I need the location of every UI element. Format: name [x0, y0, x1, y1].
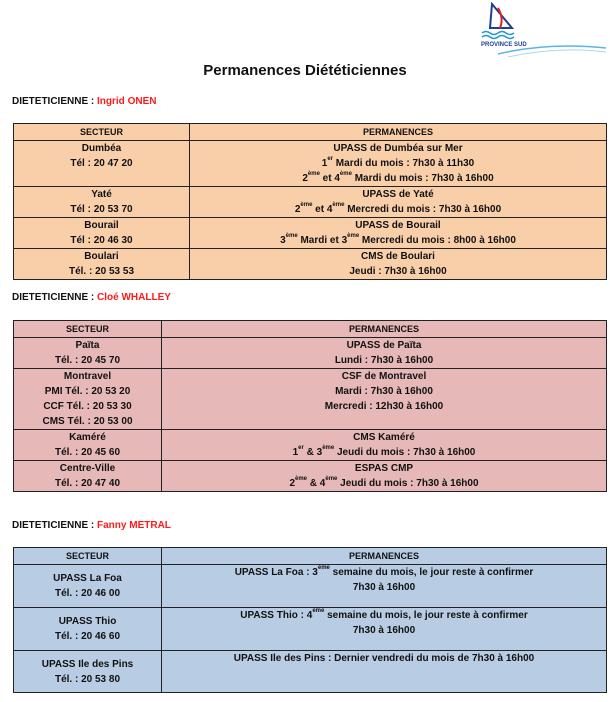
table-row — [14, 338, 607, 369]
text-segment: 1 — [321, 158, 328, 169]
secteur-line: Tél : 20 53 70 — [70, 204, 133, 215]
header-permanences: PERMANENCES — [162, 548, 607, 565]
text-segment: Mardi : 7h30 à 16h00 — [335, 386, 433, 397]
text-segment: et 4 — [312, 204, 333, 215]
text-segment: 7h30 à 16h00 — [352, 625, 416, 636]
secteur-cell — [14, 369, 162, 430]
secteur-line: Kaméré — [69, 432, 106, 443]
text-segment: 7h30 à 16h00 — [352, 582, 416, 593]
secteur-line: Tél. : 20 47 40 — [54, 478, 121, 489]
secteur-line: UPASS Thio — [58, 616, 117, 627]
dieteticienne-label: DIETETICIENNE : — [12, 520, 98, 531]
secteur-cell — [14, 249, 190, 280]
text-segment: et 4 — [319, 173, 340, 184]
text-segment: Mardi du mois : 7h30 à 11h30 — [333, 158, 475, 169]
header-permanences: PERMANENCES — [162, 321, 607, 338]
table-row — [14, 651, 607, 693]
permanence-line — [162, 338, 606, 353]
secteur-line: Boulari — [84, 251, 119, 262]
dieteticienne-heading — [12, 520, 171, 531]
superscript: ème — [300, 202, 313, 208]
dieteticienne-name: Ingrid ONEN — [97, 96, 157, 107]
secteur-line: Montravel — [63, 371, 112, 382]
text-segment: 2 — [294, 204, 301, 215]
table-row — [14, 218, 607, 249]
table-header-row — [14, 124, 607, 141]
dieteticienne-heading — [12, 96, 156, 107]
secteur-line: PMI Tél. : 20 53 20 — [44, 386, 131, 397]
secteur-line: CCF Tél. : 20 53 30 — [43, 401, 132, 412]
permanence-line — [190, 187, 606, 202]
table-header-row — [14, 321, 607, 338]
header-permanences: PERMANENCES — [190, 124, 607, 141]
superscript: ème — [312, 608, 325, 614]
dieteticienne-heading — [12, 292, 171, 303]
permanence-line — [162, 476, 606, 491]
text-segment: Mardi et 3 — [297, 235, 348, 246]
text-segment: CSF de Montravel — [341, 371, 427, 382]
secteur-line: Tél. : 20 53 80 — [54, 673, 121, 685]
secteur-line: Bourail — [84, 220, 119, 231]
text-segment: 2 — [289, 478, 295, 489]
text-segment: UPASS Thio : 4 — [240, 610, 313, 621]
text-segment: 3 — [280, 235, 286, 246]
secteur-line: Tél : 20 46 30 — [70, 235, 133, 246]
permanences-cell — [190, 249, 607, 280]
header-secteur: SECTEUR — [14, 548, 162, 565]
text-segment: CMS Kaméré — [353, 432, 415, 443]
secteur-line: UPASS La Foa — [53, 573, 122, 584]
text-segment: & 3 — [303, 447, 323, 458]
superscript: ème — [332, 202, 345, 208]
permanences-cell — [162, 430, 607, 461]
text-segment: Mercredi du mois : 7h30 à 16h00 — [344, 204, 502, 215]
permanence-line — [162, 565, 606, 580]
permanences-cell — [162, 565, 607, 608]
secteur-line: Tél. : 20 45 70 — [54, 355, 121, 366]
text-segment: & 4 — [307, 478, 326, 489]
superscript: ème — [339, 171, 352, 177]
permanence-line — [162, 623, 606, 638]
secteur-cell — [14, 608, 162, 651]
permanence-line — [190, 171, 606, 186]
permanence-line — [162, 580, 606, 595]
superscript: ème — [322, 445, 335, 451]
secteur-line: Tél. : 20 53 53 — [68, 266, 135, 277]
secteur-cell — [14, 141, 190, 187]
text-segment: semaine du mois, le jour reste à confirmer — [324, 610, 528, 621]
permanence-line — [190, 264, 606, 279]
permanence-line — [162, 384, 606, 399]
table-row — [14, 141, 607, 187]
text-segment: Mardi du mois : 7h30 à 16h00 — [351, 173, 494, 184]
dieteticienne-name: Fanny METRAL — [97, 520, 171, 531]
permanence-line — [190, 249, 606, 264]
header-secteur: SECTEUR — [14, 124, 190, 141]
secteur-line: Païta — [75, 340, 100, 351]
secteur-cell — [14, 218, 190, 249]
secteur-line: Tél : 20 47 20 — [70, 158, 133, 169]
table-row — [14, 608, 607, 651]
permanences-table — [13, 320, 607, 492]
permanence-line — [162, 651, 606, 666]
permanence-line — [162, 461, 606, 476]
permanences-cell — [162, 651, 607, 693]
text-segment: UPASS de Païta — [346, 340, 422, 351]
text-segment: Mercredi du mois : 8h00 à 16h00 — [359, 235, 516, 246]
svg-text:PROVINCE SUD: PROVINCE SUD — [481, 42, 527, 48]
text-segment: 1 — [292, 447, 299, 458]
secteur-line: Dumbéa — [81, 143, 122, 154]
permanence-line — [190, 233, 606, 248]
permanences-cell — [162, 338, 607, 369]
page-title: Permanences Diététiciennes — [203, 62, 407, 79]
permanence-line — [162, 430, 606, 445]
superscript: ème — [285, 233, 298, 239]
secteur-line: Tél. : 20 46 00 — [54, 588, 121, 599]
text-segment: Jeudi du mois : 7h30 à 16h00 — [334, 447, 476, 458]
permanence-line — [190, 202, 606, 217]
superscript: ème — [325, 476, 338, 482]
permanence-line — [190, 218, 606, 233]
secteur-line: Yaté — [91, 189, 112, 200]
superscript: ème — [347, 233, 360, 239]
table-row — [14, 369, 607, 430]
permanences-table — [13, 547, 607, 693]
text-segment: semaine du mois, le jour reste à confirmer — [329, 567, 534, 578]
permanence-line — [162, 608, 606, 623]
permanence-line — [162, 353, 606, 368]
permanences-cell — [162, 608, 607, 651]
text-segment: UPASS Ile des Pins : Dernier vendredi du mois de 7h30 à 16h00 — [233, 653, 535, 664]
permanence-line — [162, 369, 606, 384]
superscript: er — [298, 445, 304, 451]
table-row — [14, 461, 607, 492]
secteur-cell — [14, 338, 162, 369]
permanences-table — [13, 123, 607, 280]
secteur-line: CMS Tél. : 20 53 00 — [42, 416, 133, 427]
superscript: ème — [307, 171, 320, 177]
permanence-line — [162, 445, 606, 460]
permanence-line — [190, 156, 606, 171]
text-segment: Mercredi : 12h30 à 16h00 — [324, 401, 444, 412]
secteur-cell — [14, 651, 162, 693]
dieteticienne-label: DIETETICIENNE : — [12, 96, 98, 107]
table-row — [14, 187, 607, 218]
secteur-cell — [14, 565, 162, 608]
province-sud-logo — [478, 2, 608, 58]
text-segment: Lundi : 7h30 à 16h00 — [334, 355, 434, 366]
table-row — [14, 249, 607, 280]
text-segment: UPASS de Yaté — [362, 189, 434, 200]
superscript: ème — [317, 565, 330, 571]
permanence-line — [190, 141, 606, 156]
secteur-line: Centre-Ville — [59, 463, 116, 474]
superscript: er — [327, 156, 334, 162]
secteur-cell — [14, 187, 190, 218]
permanence-line — [162, 399, 606, 414]
secteur-line: Tél. : 20 45 60 — [54, 447, 121, 458]
dieteticienne-label: DIETETICIENNE : — [12, 292, 98, 303]
permanences-cell — [162, 369, 607, 430]
table-row — [14, 430, 607, 461]
header-secteur: SECTEUR — [14, 321, 162, 338]
text-segment: ESPAS CMP — [354, 463, 414, 474]
text-segment: UPASS de Dumbéa sur Mer — [333, 143, 463, 154]
secteur-cell — [14, 430, 162, 461]
text-segment: Jeudi du mois : 7h30 à 16h00 — [337, 478, 479, 489]
permanences-cell — [190, 141, 607, 187]
permanences-cell — [162, 461, 607, 492]
text-segment: 2 — [302, 173, 308, 184]
secteur-line: UPASS Ile des Pins — [41, 658, 134, 670]
permanences-cell — [190, 218, 607, 249]
dieteticienne-name: Cloé WHALLEY — [97, 292, 171, 303]
text-segment: UPASS de Bourail — [355, 220, 441, 231]
permanences-cell — [190, 187, 607, 218]
table-header-row — [14, 548, 607, 565]
text-segment: Jeudi : 7h30 à 16h00 — [349, 266, 447, 277]
secteur-cell — [14, 461, 162, 492]
text-segment: CMS de Boulari — [361, 251, 435, 262]
table-row — [14, 565, 607, 608]
text-segment: UPASS La Foa : 3 — [234, 567, 318, 578]
superscript: ème — [295, 476, 308, 482]
secteur-line: Tél. : 20 46 60 — [54, 631, 121, 642]
